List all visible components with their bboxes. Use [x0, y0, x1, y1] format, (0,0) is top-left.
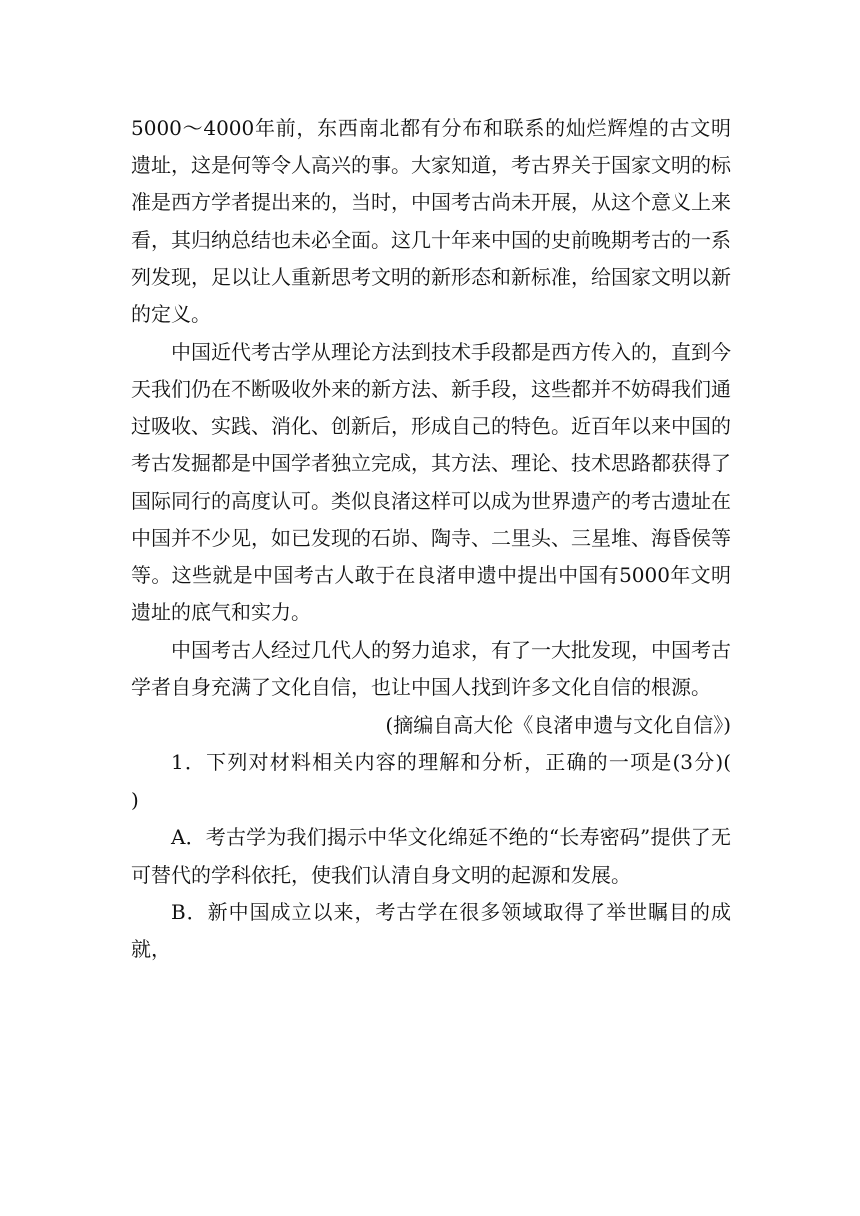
article-paragraph-1: 5000～4000年前，东西南北都有分布和联系的灿烂辉煌的古文明遗址，这是何等令人高兴的事。大家知道，考古界关于国家文明的标准是西方学者提出来的，当时，中国考古尚未开展，从这个意义上来看，其归纳总结也未必全面。这几十年来中国的史前晚期考古的一系列发现，足以让人重新思考文明的新形态和新标准，给国家文明以新的定义。	[131, 116, 731, 327]
question-stem: 1．下列对材料相关内容的理解和分析，正确的一项是(3分)( )	[131, 750, 771, 812]
question-option-a: A．考古学为我们揭示中华文化绵延不绝的“长寿密码”提供了无可替代的学科依托，使我们认清自身文明的起源和发展。	[131, 825, 731, 887]
article-paragraph-2: 中国近代考古学从理论方法到技术手段都是西方传入的，直到今天我们仍在不断吸收外来的新方法、新手段，这些都并不妨碍我们通过吸收、实践、消化、创新后，形成自己的特色。近百年以来中国的考古发掘都是中国学者独立完成，其方法、理论、技术思路都获得了国际同行的高度认可。类似良渚这样可以成为世界遗产的考古遗址在中国并不少见，如已发现的石峁、陶寺、二里头、三星堆、海昏侯等等。这些就是中国考古人敢于在良渚申遗中提出中国有5000年文明遗址的底气和实力。	[131, 339, 731, 625]
article-source: (摘编自高大伦《良渚申遗与文化自信》)	[385, 712, 731, 737]
question-option-b: B．新中国成立以来，考古学在很多领域取得了举世瞩目的成就，	[131, 900, 731, 962]
article-paragraph-3: 中国考古人经过几代人的努力追求，有了一大批发现，中国考古学者自身充满了文化自信，也让中国人找到许多文化自信的根源。	[131, 637, 731, 700]
page-content	[131, 110, 771, 969]
